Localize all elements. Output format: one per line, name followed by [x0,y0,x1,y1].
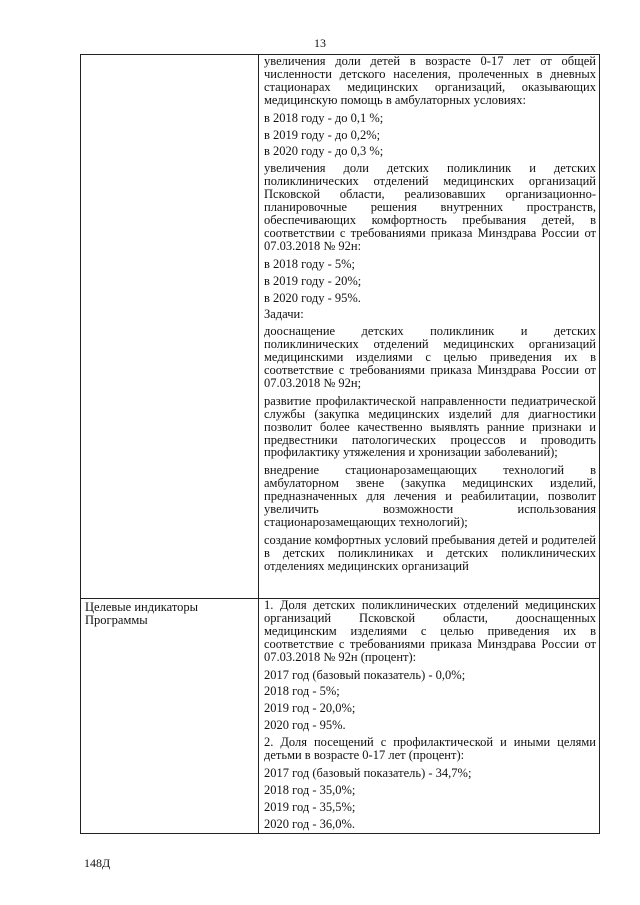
document-code: 148Д [84,856,111,870]
paragraph: 1. Доля детских поликлинических отделений медицинских организаций Псковской области, дооснащенных медицинским изделиями с целью приведения их в соответствие с требованиями приказа Минздрава России от 07.03.2018 № 92н (процент): [264,598,596,664]
row-label-cell [81,55,259,599]
paragraph: 2. Доля посещений с профилактической и иными целями детьми в возрасте 0-17 лет (процент): [264,735,596,763]
paragraph: развитие профилактической направленности педиатрической службы (закупка медицинских изделий для диагностики позволит более качественно выявлять ранние признаки и предвестники патологических процессов и проводить профилактику утяжеления и хронизации заболеваний); [264,393,596,460]
paragraph: в 2018 году - до 0,1 %; [264,110,384,125]
program-passport-table [80,54,600,834]
paragraph: в 2019 году - 20%; [264,273,362,288]
table-row [81,55,600,599]
paragraph: внедрение стационарозамещающих технологий в амбулаторном звене (закупка медицинских изделий, предназначенных для лечения и реабилитации, позволит увеличить возможности использования стационарозамещающих технологий); [264,463,596,529]
paragraph: Задачи: [264,307,304,322]
paragraph: дооснащение детских поликлиник и детских поликлинических отделений медицинских организаций медицинскими изделиями с целью приведения их в соответствие с требованиями приказа Минздрава России от 07.03.2018 № 92н; [264,324,596,390]
page-number: 13 [314,36,326,50]
paragraph: увеличения доли детей в возрасте 0-17 лет от общей численности детского населения, пролеченных в дневных стационарах медицинских организаций, оказывающих медицинскую помощь в амбулаторных условиях: [264,54,596,107]
paragraph: 2020 год - 36,0%. [264,816,356,831]
paragraph: 2018 год - 5%; [264,684,340,699]
paragraph: 2020 год - 95%. [264,718,346,733]
paragraph: 2018 год - 35,0%; [264,782,356,797]
table-row [81,599,600,834]
paragraph: 2017 год (базовый показатель) - 0,0%; [264,667,466,682]
row-label-cell: Целевые индикаторы Программы [81,599,259,834]
paragraph: в 2018 году - 5%; [264,256,356,271]
paragraph: в 2019 году - до 0,2%; [264,127,381,142]
paragraph: 2019 год - 20,0%; [264,701,356,716]
paragraph: 2017 год (базовый показатель) - 34,7%; [264,765,472,780]
paragraph: в 2020 году - до 0,3 %; [264,144,384,159]
paragraph: в 2020 году - 95%. [264,290,361,305]
row-content-cell [259,599,600,834]
paragraph: 2019 год - 35,5%; [264,799,356,814]
paragraph: создание комфортных условий пребывания детей и родителей в детских поликлиниках и детских поликлинических отделениях медицинских организаций [264,532,596,573]
row-content-cell [259,55,600,599]
paragraph: увеличения доли детских поликлиник и детских поликлинических отделений медицинских организаций Псковской области, реализовавших организационно-планировочные решения внутренних пространств, обеспечивающих комфортность пребывания детей, в соответствии с требованиями приказа Минздрава России от 07.03.2018 № 92н: [264,161,596,253]
